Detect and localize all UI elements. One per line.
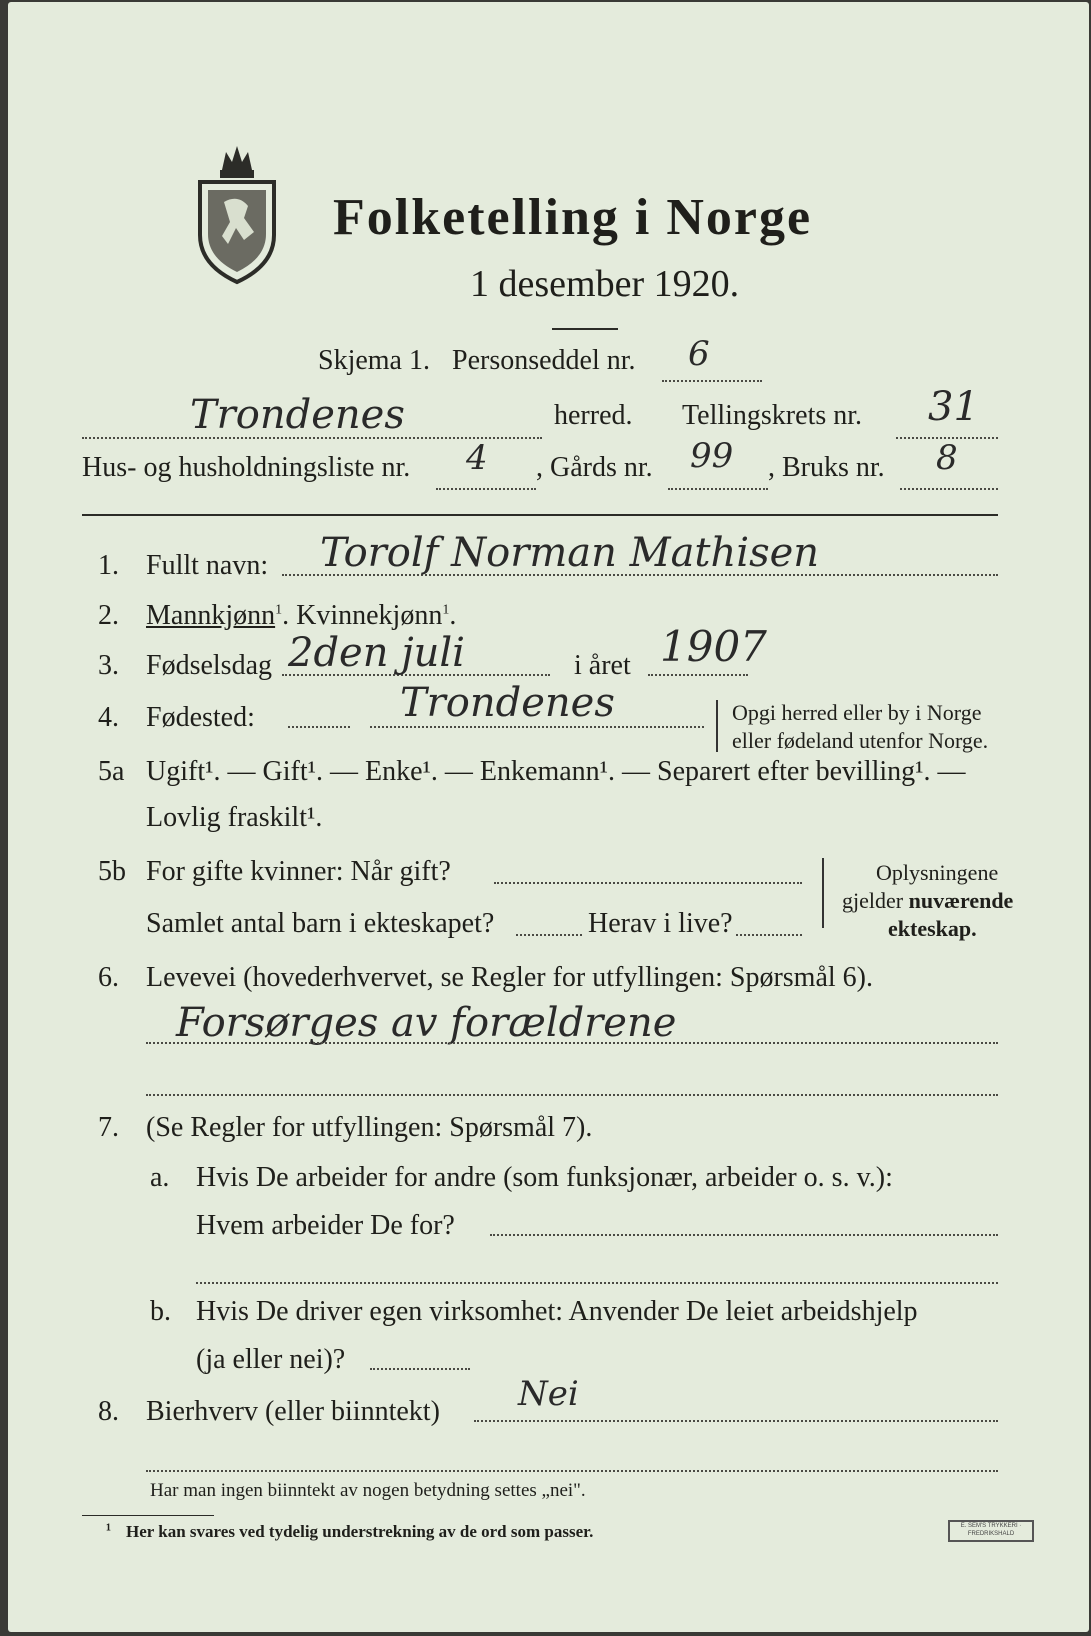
- q8-value: Nei: [518, 1374, 579, 1414]
- q1-value: Torolf Norman Mathisen: [320, 530, 820, 576]
- q2-option-male: Mannkjønn: [146, 600, 276, 631]
- husliste-line: [436, 488, 536, 490]
- q5b-line1: For gifte kvinner: Når gift?: [146, 856, 451, 887]
- q5a-options-line2: Lovlig fraskilt¹.: [146, 802, 323, 833]
- q6-value: Forsørges av forældrene: [176, 1000, 677, 1046]
- q3-year-line: [648, 674, 748, 676]
- skjema-label: Skjema 1.: [318, 345, 430, 376]
- header-rule: [82, 514, 998, 516]
- personseddel-value: 6: [688, 334, 710, 374]
- q6-number: 6.: [98, 962, 119, 993]
- q7a-letter: a.: [150, 1162, 170, 1193]
- q7b-line2: (ja eller nei)?: [196, 1344, 346, 1375]
- footnote-rule: [82, 1515, 214, 1516]
- q5b-alive-label: Herav i live?: [588, 908, 733, 939]
- q6-line2: [146, 1094, 998, 1096]
- q5b-note-line3: ekteskap.: [888, 916, 977, 941]
- q3-label: Fødselsdag: [146, 650, 272, 681]
- q5b-number: 5b: [98, 856, 126, 887]
- q5b-note-line2: gjelder nuværende: [842, 888, 1014, 913]
- q4-note-line2: eller fødeland utenfor Norge.: [732, 728, 989, 753]
- q8-label: Bierhverv (eller biinntekt): [146, 1396, 440, 1427]
- q7b-line1: Hvis De driver egen virksomhet: Anvender De leiet arbeidshjelp: [196, 1296, 918, 1327]
- tellingskrets-value: 31: [928, 384, 979, 430]
- herred-label: herred.: [554, 400, 633, 431]
- gards-value: 99: [690, 436, 734, 476]
- q7-label: (Se Regler for utfyllingen: Spørsmål 7).: [146, 1112, 593, 1143]
- q7a-answer-line2: [196, 1282, 998, 1284]
- q6-label: Levevei (hovederhvervet, se Regler for utfyllingen: Spørsmål 6).: [146, 962, 873, 993]
- q3-year-label: i året: [574, 650, 631, 681]
- tellingskrets-label: Tellingskrets nr.: [682, 400, 863, 431]
- q4-line-a: [288, 726, 350, 728]
- bruks-line: [900, 488, 998, 490]
- husliste-label: Hus- og husholdningsliste nr.: [82, 452, 411, 483]
- q4-label: Fødested:: [146, 702, 255, 733]
- personseddel-label: Personseddel nr.: [452, 345, 636, 376]
- printer-stamp: E. SEM'S TRYKKERI · FREDRIKSHALD: [948, 1520, 1034, 1542]
- q7a-line1: Hvis De arbeider for andre (som funksjonær, arbeider o. s. v.):: [196, 1162, 893, 1193]
- q6-line1: [146, 1042, 998, 1044]
- q5a-number: 5a: [98, 756, 125, 787]
- footnote-mark: ¹: [106, 1520, 112, 1539]
- q4-value: Trondenes: [400, 680, 615, 726]
- q4-number: 4.: [98, 702, 119, 733]
- q7a-answer-line1: [490, 1234, 998, 1236]
- q5b-alive-line: [736, 934, 802, 936]
- bruks-value: 8: [936, 438, 958, 478]
- q8-number: 8.: [98, 1396, 119, 1427]
- q5b-brace: [822, 858, 824, 928]
- q2-options: Mannkjønn$^1$. Kvinnekjønn$^1$.: [146, 600, 457, 631]
- q3-value: 2den juli: [288, 630, 465, 676]
- q5b-note-line1: Oplysningene: [876, 860, 999, 885]
- form-date: 1 desember 1920.: [470, 263, 740, 305]
- q2-option-female: Kvinnekjønn: [296, 600, 443, 631]
- q5b-children-label: Samlet antal barn i ekteskapet?: [146, 908, 495, 939]
- form-title: Folketelling i Norge: [333, 189, 813, 246]
- q3-year-value: 1907: [660, 622, 767, 671]
- personseddel-line: [662, 380, 762, 382]
- q8-line1: [474, 1420, 998, 1422]
- q7-number: 7.: [98, 1112, 119, 1143]
- q4-brace: [716, 700, 718, 752]
- q4-line-b: [370, 726, 704, 728]
- q1-label: Fullt navn:: [146, 550, 269, 581]
- gards-label: , Gårds nr.: [536, 452, 653, 483]
- q7b-letter: b.: [150, 1296, 171, 1327]
- footnote-text: Her kan svares ved tydelig understrekning av de ord som passer.: [126, 1522, 594, 1541]
- bruks-label: , Bruks nr.: [768, 452, 885, 483]
- q3-number: 3.: [98, 650, 119, 681]
- herred-value: Trondenes: [190, 392, 405, 438]
- q4-note-line1: Opgi herred eller by i Norge: [732, 700, 982, 725]
- q2-number: 2.: [98, 600, 119, 631]
- title-divider: [552, 328, 618, 330]
- coat-of-arms-icon: [194, 140, 280, 285]
- q7b-answer-line: [370, 1368, 470, 1370]
- footer-note: Har man ingen biinntekt av nogen betydning settes „nei".: [150, 1480, 586, 1501]
- q5b-children-line: [516, 934, 582, 936]
- q7a-line2: Hvem arbeider De for?: [196, 1210, 455, 1241]
- q8-line2: [146, 1470, 998, 1472]
- husliste-value: 4: [466, 438, 488, 478]
- gards-line: [668, 488, 768, 490]
- q5b-married-line: [494, 882, 802, 884]
- q5a-options: Ugift¹. — Gift¹. — Enke¹. — Enkemann¹. — Separert efter bevilling¹. —: [146, 756, 966, 787]
- q1-number: 1.: [98, 550, 119, 581]
